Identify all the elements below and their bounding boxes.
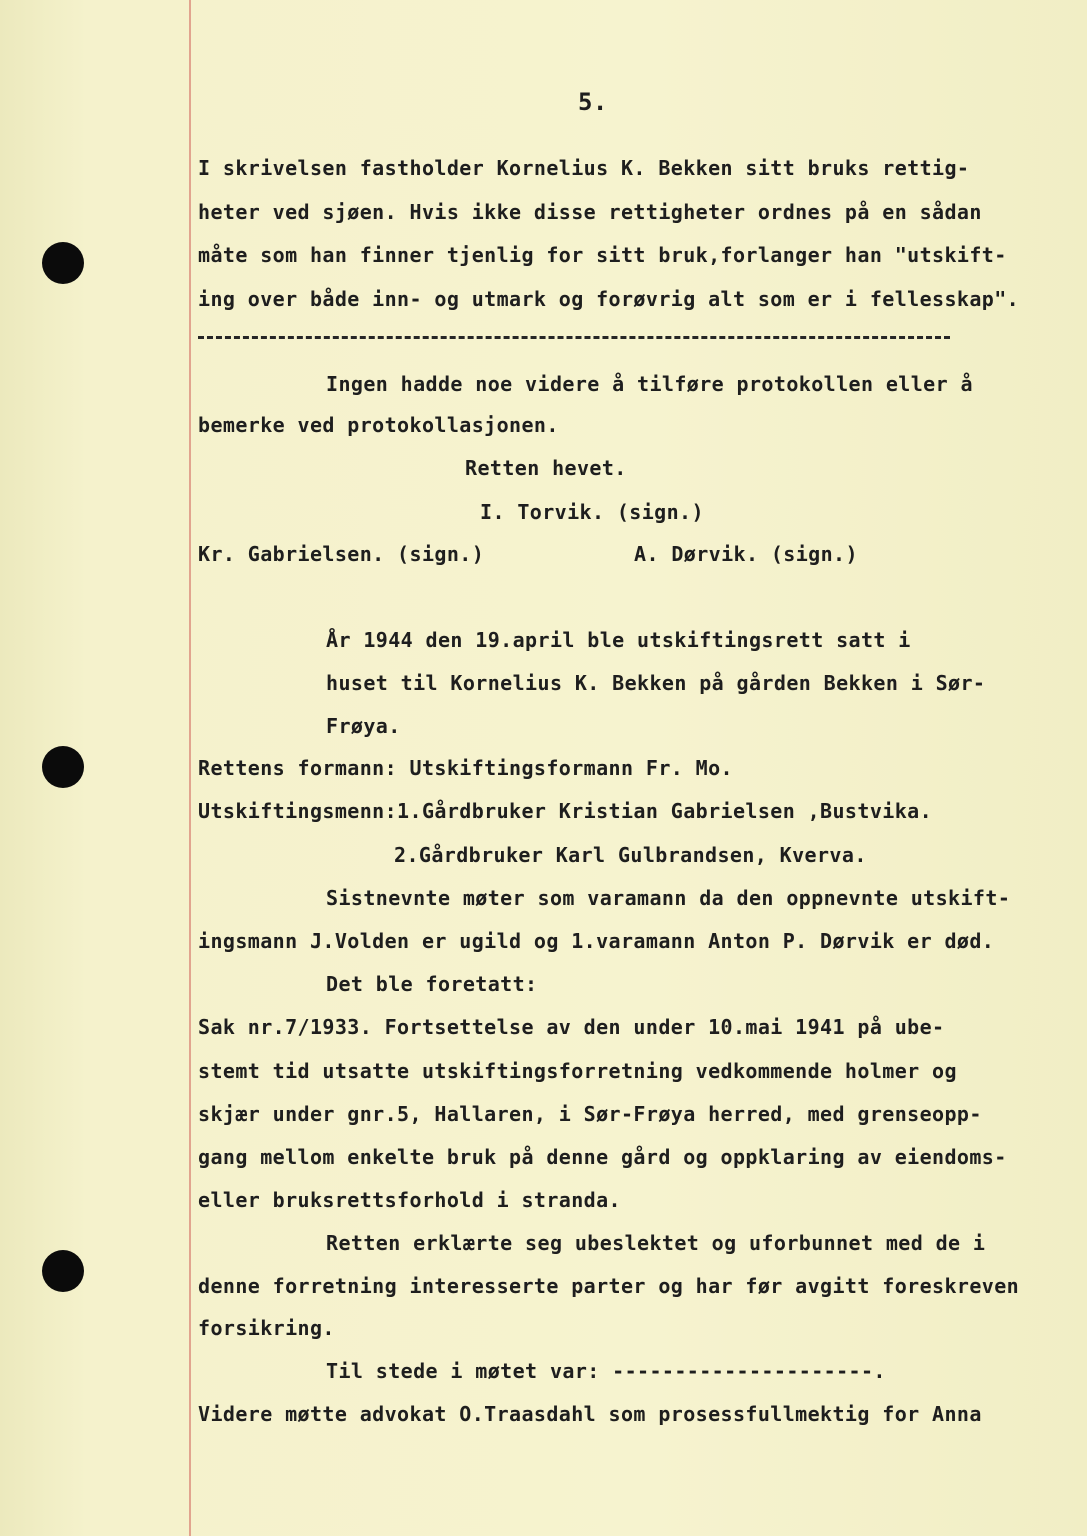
text-line: stemt tid utsatte utskiftingsforretning vedkommende holmer og <box>198 1059 957 1083</box>
text-line: måte som han finner tjenlig for sitt bruk,forlanger han "utskift- <box>198 243 1007 267</box>
adjourned-line: Retten hevet. <box>465 456 627 480</box>
text-line: Retten erklærte seg ubeslektet og uforbunnet med de i <box>326 1231 986 1255</box>
text-line: År 1944 den 19.april ble utskiftingsrett satt i <box>326 628 911 652</box>
text-line: eller bruksrettsforhold i stranda. <box>198 1188 621 1212</box>
text-line: Frøya. <box>326 714 401 738</box>
text-line: bemerke ved protokollasjonen. <box>198 413 559 437</box>
signature-line: Kr. Gabrielsen. (sign.) <box>198 542 485 566</box>
text-line: heter ved sjøen. Hvis ikke disse rettigheter ordnes på en sådan <box>198 200 982 224</box>
text-line: Ingen hadde noe videre å tilføre protokollen eller å <box>326 372 973 396</box>
page-number: 5. <box>578 88 608 116</box>
punch-hole <box>42 746 84 788</box>
text-line: Sistnevnte møter som varamann da den oppnevnte utskift- <box>326 886 1011 910</box>
text-line: Det ble foretatt: <box>326 972 538 996</box>
text-line: Sak nr.7/1933. Fortsettelse av den under 10.mai 1941 på ube- <box>198 1015 945 1039</box>
text-line: Utskiftingsmenn:1.Gårdbruker Kristian Gabrielsen ,Bustvika. <box>198 799 933 823</box>
text-line: I skrivelsen fastholder Kornelius K. Bekken sitt bruks rettig- <box>198 156 970 180</box>
signature-line: I. Torvik. (sign.) <box>480 500 704 524</box>
text-line: Til stede i møtet var: ---------------------. <box>326 1359 886 1383</box>
text-line: Rettens formann: Utskiftingsformann Fr. Mo. <box>198 756 733 780</box>
punch-hole <box>42 242 84 284</box>
text-line: forsikring. <box>198 1316 335 1340</box>
text-line: ing over både inn- og utmark og forøvrig alt som er i fellesskap". <box>198 287 1020 311</box>
text-line: 2.Gårdbruker Karl Gulbrandsen, Kverva. <box>394 843 867 867</box>
margin-line <box>189 0 191 1536</box>
text-line: gang mellom enkelte bruk på denne gård og oppklaring av eiendoms- <box>198 1145 1007 1169</box>
separator-rule <box>198 336 950 339</box>
text-line: skjær under gnr.5, Hallaren, i Sør-Frøya herred, med grenseopp- <box>198 1102 982 1126</box>
text-line: huset til Kornelius K. Bekken på gården Bekken i Sør- <box>326 671 986 695</box>
signature-line: A. Dørvik. (sign.) <box>634 542 858 566</box>
punch-hole <box>42 1250 84 1292</box>
text-line: denne forretning interesserte parter og har før avgitt foreskreven <box>198 1274 1020 1298</box>
text-line: Videre møtte advokat O.Traasdahl som prosessfullmektig for Anna <box>198 1402 982 1426</box>
text-line: ingsmann J.Volden er ugild og 1.varamann Anton P. Dørvik er død. <box>198 929 995 953</box>
